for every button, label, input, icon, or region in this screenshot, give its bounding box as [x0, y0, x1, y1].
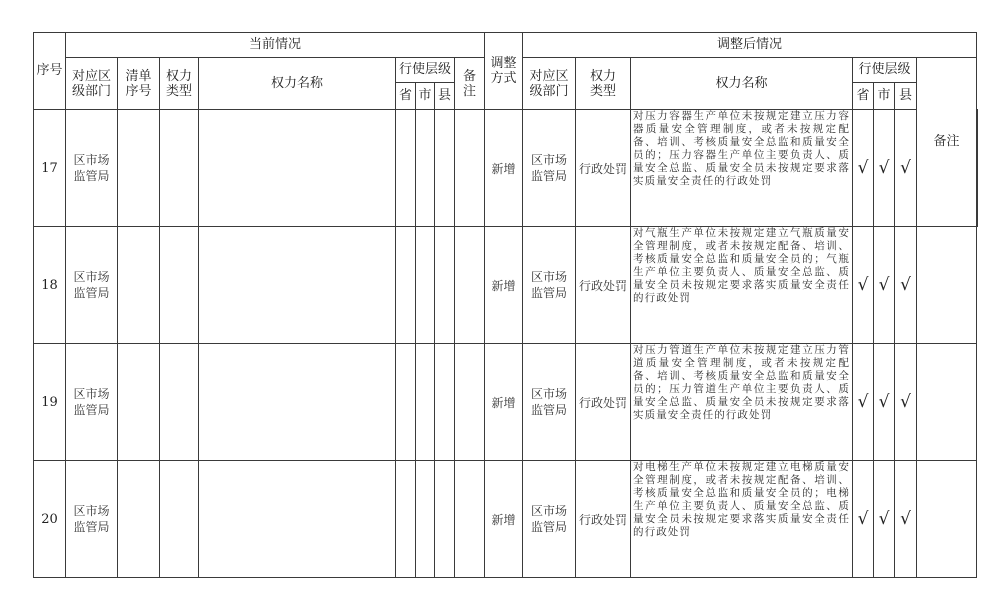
row-check-county: √: [895, 344, 917, 461]
row-current-dept: [66, 110, 118, 227]
header-list-no: [118, 58, 160, 110]
row-current-province: [396, 461, 416, 578]
row-seq: 20: [34, 461, 66, 578]
row-check-county: √: [895, 110, 917, 227]
row-current-county: [435, 110, 455, 227]
header-after-city: 市: [874, 83, 895, 110]
row-list-no: [118, 227, 160, 344]
row-current-dept-text: 区市场监管局: [73, 504, 110, 534]
row-current-city: [416, 461, 435, 578]
row-check-province: √: [853, 227, 874, 344]
row-check-province: √: [853, 461, 874, 578]
header-after-dept: [523, 58, 576, 110]
header-current-dept-text: 对应区级部门: [71, 68, 111, 99]
row-current-city: [416, 227, 435, 344]
row-check-county: √: [895, 461, 917, 578]
row-after-remark: [917, 227, 977, 344]
header-current-remark: [455, 58, 485, 110]
row-current-dept: [66, 461, 118, 578]
header-current-name: 权力名称: [199, 58, 396, 110]
header-after-name: 权力名称: [631, 58, 853, 110]
header-after-type-text: 权力类型: [589, 68, 616, 99]
header-after-type: [576, 58, 631, 110]
power-adjustment-table: [33, 32, 978, 578]
row-seq: 17: [34, 110, 66, 227]
row-after-type: 行政处罚: [576, 344, 631, 461]
row-current-remark: [455, 110, 485, 227]
header-current-dept: [66, 58, 118, 110]
row-after-dept: [523, 227, 576, 344]
row-after-remark: [917, 344, 977, 461]
row-current-city: [416, 344, 435, 461]
row-after-dept-text: 区市场监管局: [530, 270, 567, 300]
row-check-city: √: [874, 461, 895, 578]
table-row: [34, 110, 978, 227]
row-list-no: [118, 344, 160, 461]
header-seq: 序号: [34, 33, 66, 110]
header-adjust-mode: [485, 33, 523, 110]
row-current-province: [396, 344, 416, 461]
row-current-name: [199, 110, 396, 227]
row-check-city: √: [874, 227, 895, 344]
header-after-remark: 备注: [917, 58, 977, 227]
row-current-province: [396, 227, 416, 344]
row-current-remark: [455, 461, 485, 578]
row-current-dept-text: 区市场监管局: [73, 270, 110, 300]
row-adjust-mode: 新增: [485, 227, 523, 344]
row-current-county: [435, 344, 455, 461]
header-current-remark-text: 备注: [462, 68, 476, 99]
row-current-type: [160, 461, 199, 578]
row-current-dept: [66, 227, 118, 344]
table-row: [34, 461, 978, 578]
row-current-city: [416, 110, 435, 227]
row-current-county: [435, 461, 455, 578]
row-after-dept: [523, 110, 576, 227]
row-current-county: [435, 227, 455, 344]
row-after-remark: [977, 110, 978, 227]
row-current-remark: [455, 344, 485, 461]
row-check-city: √: [874, 110, 895, 227]
row-after-dept-text: 区市场监管局: [530, 387, 567, 417]
row-after-remark: [917, 461, 977, 578]
header-current-type: [160, 58, 199, 110]
row-check-county: √: [895, 227, 917, 344]
row-current-dept-text: 区市场监管局: [73, 153, 110, 183]
header-list-no-text: 清单序号: [125, 68, 152, 99]
header-after-province: 省: [853, 83, 874, 110]
row-after-name: 对电梯生产单位未按规定建立电梯质量安全管理制度，或者未按规定配备、培训、考核质量安全总监和质量安全员的；电梯生产单位主要负责人、质量安全总监、质量安全员未按规定要求落实质量安全责任的行政处罚: [631, 461, 853, 578]
row-adjust-mode: 新增: [485, 461, 523, 578]
row-current-type: [160, 227, 199, 344]
row-list-no: [118, 461, 160, 578]
row-after-name: 对压力容器生产单位未按规定建立压力容器质量安全管理制度，或者未按规定配备、培训、考核质量安全总监和质量安全员的；压力容器生产单位主要负责人、质量安全总监、质量安全员未按规定要求落实质量安全责任的行政处罚: [631, 110, 853, 227]
header-current-type-text: 权力类型: [165, 68, 192, 99]
row-current-type: [160, 110, 199, 227]
header-after: 调整后情况: [523, 33, 977, 58]
row-after-type: 行政处罚: [576, 227, 631, 344]
table-row: [34, 344, 978, 461]
row-adjust-mode: 新增: [485, 344, 523, 461]
row-after-type: 行政处罚: [576, 110, 631, 227]
row-check-province: √: [853, 110, 874, 227]
header-current-level: 行使层级: [396, 58, 455, 83]
row-seq: 18: [34, 227, 66, 344]
header-current: 当前情况: [66, 33, 485, 58]
header-after-county: 县: [895, 83, 917, 110]
row-after-dept: [523, 344, 576, 461]
row-after-type: 行政处罚: [576, 461, 631, 578]
row-current-dept-text: 区市场监管局: [73, 387, 110, 417]
row-adjust-mode: 新增: [485, 110, 523, 227]
row-current-name: [199, 461, 396, 578]
row-current-dept: [66, 344, 118, 461]
row-check-city: √: [874, 344, 895, 461]
row-list-no: [118, 110, 160, 227]
row-after-name: 对气瓶生产单位未按规定建立气瓶质量安全管理制度，或者未按规定配备、培训、考核质量安全总监和质量安全员的；气瓶生产单位主要负责人、质量安全总监、质量安全员未按规定要求落实质量安全责任的行政处罚: [631, 227, 853, 344]
row-after-dept: [523, 461, 576, 578]
row-current-province: [396, 110, 416, 227]
row-after-name: 对压力管道生产单位未按规定建立压力管道质量安全管理制度，或者未按规定配备、培训、考核质量安全总监和质量安全员的；压力管道生产单位主要负责人、质量安全总监、质量安全员未按规定要求落实质量安全责任的行政处罚: [631, 344, 853, 461]
row-check-province: √: [853, 344, 874, 461]
header-current-city: 市: [416, 83, 435, 110]
table-row: [34, 227, 978, 344]
row-current-type: [160, 344, 199, 461]
header-after-level: 行使层级: [853, 58, 917, 83]
row-current-name: [199, 227, 396, 344]
header-current-province: 省: [396, 83, 416, 110]
row-current-remark: [455, 227, 485, 344]
row-seq: 19: [34, 344, 66, 461]
header-after-dept-text: 对应区级部门: [529, 68, 569, 99]
header-adjust-mode-text: 调整方式: [490, 56, 517, 86]
row-after-dept-text: 区市场监管局: [530, 504, 567, 534]
header-current-county: 县: [435, 83, 455, 110]
row-current-name: [199, 344, 396, 461]
row-after-dept-text: 区市场监管局: [530, 153, 567, 183]
